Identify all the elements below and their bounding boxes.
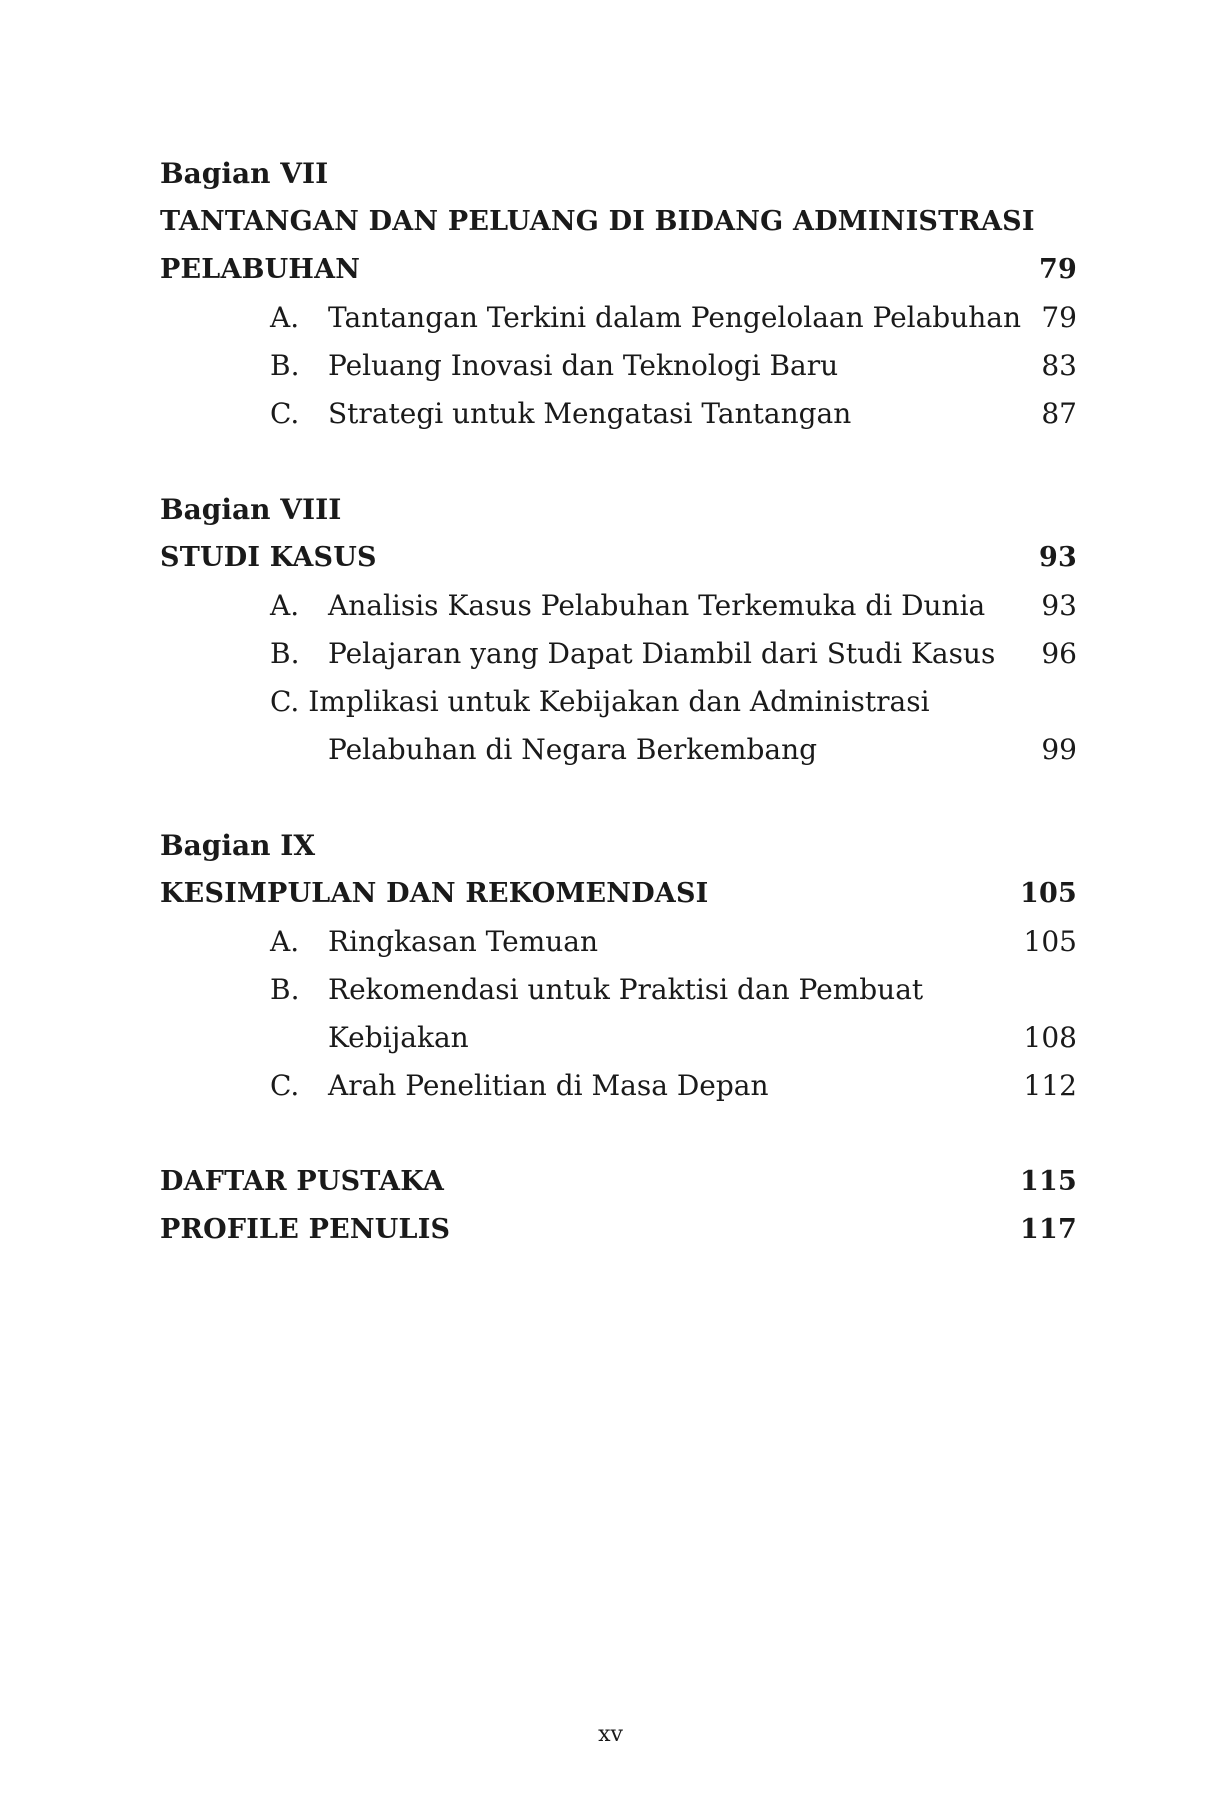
part-7-label: Bagian VII [160, 157, 329, 190]
entry-page: 96 [1041, 637, 1077, 670]
bibliography-title: DAFTAR PUSTAKA [160, 1166, 444, 1197]
part-7-page: 79 [1039, 254, 1077, 285]
entry-title: Pelajaran yang Dapat Diambil dari Studi Kasus [328, 637, 996, 670]
entry-title: Tantangan Terkini dalam Pengelolaan Pelabuhan [328, 301, 1022, 334]
entry-title: Arah Penelitian di Masa Depan [328, 1069, 769, 1102]
author-profile-title: PROFILE PENULIS [160, 1214, 451, 1245]
part-9-title: KESIMPULAN DAN REKOMENDASI [160, 878, 709, 909]
part-label [160, 822, 1077, 870]
bibliography-page: 115 [1020, 1166, 1077, 1197]
author-profile-page: 117 [1020, 1214, 1077, 1245]
toc-entry-continuation [160, 726, 1077, 774]
toc-entry [160, 582, 1077, 630]
entry-letter: A. [270, 301, 300, 334]
toc-entry [160, 966, 1077, 1014]
part-7-title-line1: TANTANGAN DAN PELUANG DI BIDANG ADMINISTRASI [160, 206, 1035, 237]
entry-letter: A. [270, 589, 300, 622]
back-matter-entry [160, 1206, 1077, 1254]
toc-entry [160, 918, 1077, 966]
part-9-page: 105 [1020, 878, 1077, 909]
chapter-heading [160, 246, 1077, 294]
entry-page: 105 [1023, 925, 1077, 958]
back-matter-entry [160, 1158, 1077, 1206]
toc-entry [160, 630, 1077, 678]
entry-title: C. Implikasi untuk Kebijakan dan Administrasi [270, 685, 930, 718]
entry-page: 112 [1023, 1069, 1077, 1102]
table-of-contents [160, 150, 1077, 1254]
entry-letter: C. [270, 397, 300, 430]
entry-title-continued: Kebijakan [328, 1021, 469, 1054]
entry-title-continued: Pelabuhan di Negara Berkembang [328, 733, 818, 766]
page-number: xv [598, 1722, 623, 1747]
toc-entry-continuation [160, 1014, 1077, 1062]
entry-page: 108 [1023, 1021, 1077, 1054]
chapter-heading [160, 870, 1077, 918]
entry-title: Peluang Inovasi dan Teknologi Baru [328, 349, 839, 382]
part-8-page: 93 [1039, 542, 1077, 573]
entry-letter: C. [270, 1069, 300, 1102]
chapter-heading [160, 534, 1077, 582]
toc-entry [160, 294, 1077, 342]
entry-page: 83 [1041, 349, 1077, 382]
entry-page: 99 [1041, 733, 1077, 766]
entry-title: Strategi untuk Mengatasi Tantangan [328, 397, 852, 430]
entry-page: 87 [1041, 397, 1077, 430]
entry-letter: A. [270, 925, 300, 958]
part-8-label: Bagian VIII [160, 493, 342, 526]
chapter-heading [160, 198, 1077, 246]
part-7-title-line2: PELABUHAN [160, 254, 361, 285]
entry-page: 79 [1041, 301, 1077, 334]
part-8-title: STUDI KASUS [160, 542, 377, 573]
toc-entry [160, 678, 1077, 726]
entry-title: Rekomendasi untuk Praktisi dan Pembuat [328, 973, 924, 1006]
entry-letter: B. [270, 973, 300, 1006]
toc-entry [160, 390, 1077, 438]
entry-letter: B. [270, 349, 300, 382]
toc-entry [160, 342, 1077, 390]
entry-title: Ringkasan Temuan [328, 925, 599, 958]
part-label [160, 150, 1077, 198]
part-9-label: Bagian IX [160, 829, 316, 862]
entry-title: Analisis Kasus Pelabuhan Terkemuka di Dunia [328, 589, 986, 622]
entry-letter: B. [270, 637, 300, 670]
entry-page: 93 [1041, 589, 1077, 622]
toc-entry [160, 1062, 1077, 1110]
part-label [160, 486, 1077, 534]
